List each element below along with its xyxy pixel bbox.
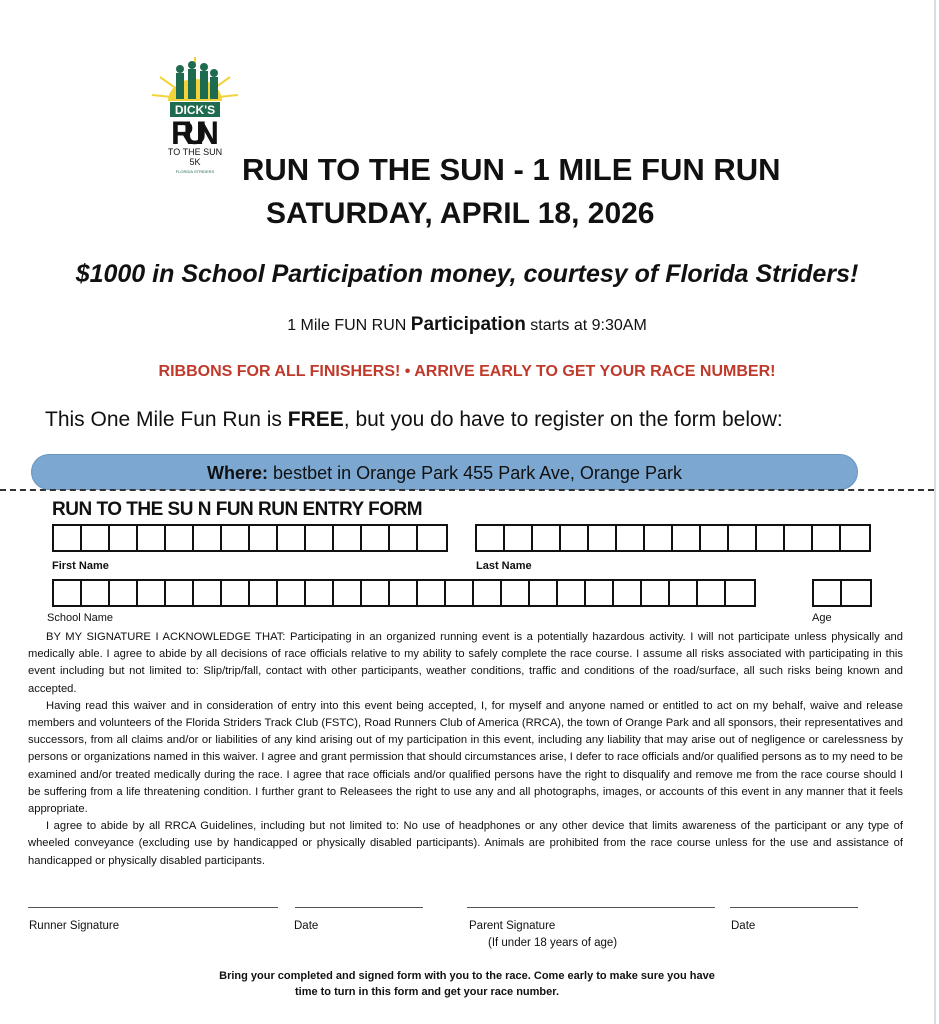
character-box[interactable] bbox=[726, 581, 754, 605]
first-name-label: First Name bbox=[52, 560, 109, 572]
parent-signature-label: Parent Signature bbox=[469, 920, 556, 932]
character-box[interactable] bbox=[362, 526, 390, 550]
school-name-label: School Name bbox=[47, 612, 114, 624]
date-label: Date bbox=[731, 920, 756, 932]
character-box[interactable] bbox=[166, 581, 194, 605]
character-box[interactable] bbox=[645, 526, 673, 550]
character-box[interactable] bbox=[477, 526, 505, 550]
character-box[interactable] bbox=[418, 526, 446, 550]
character-box[interactable] bbox=[250, 581, 278, 605]
waiver-paragraph: BY MY SIGNATURE I ACKNOWLEDGE THAT: Participating in an organized running event is a potentially hazardous activity. I will not participate unless physically and medically able. I agree to abide by all decisions of race officials relative to my ability to safely complete the race course. I assume all risks associated with participating in this event including but not limited to: Slip/trip/fall, contact with other participants, weather conditions, traffic and conditions of the road/surface, all such risks being known and accepted. bbox=[28, 631, 903, 695]
location-banner: Where: bestbet in Orange Park 455 Park Ave, Orange Park bbox=[31, 454, 858, 490]
character-box[interactable] bbox=[82, 526, 110, 550]
character-box[interactable] bbox=[82, 581, 110, 605]
svg-text:RUN: RUN bbox=[171, 115, 219, 151]
character-box[interactable] bbox=[589, 526, 617, 550]
character-box[interactable] bbox=[166, 526, 194, 550]
character-box[interactable] bbox=[614, 581, 642, 605]
character-box[interactable] bbox=[250, 526, 278, 550]
character-box[interactable] bbox=[505, 526, 533, 550]
svg-text:FLORIDA STRIDERS: FLORIDA STRIDERS bbox=[175, 169, 215, 174]
character-box[interactable] bbox=[533, 526, 561, 550]
character-box[interactable] bbox=[558, 581, 586, 605]
character-box[interactable] bbox=[842, 581, 870, 605]
date-line[interactable] bbox=[730, 907, 858, 908]
character-box[interactable] bbox=[278, 526, 306, 550]
entry-form-title: RUN TO THE SU N FUN RUN ENTRY FORM bbox=[52, 499, 423, 520]
first-name-boxes[interactable] bbox=[52, 524, 448, 552]
character-box[interactable] bbox=[757, 526, 785, 550]
character-box[interactable] bbox=[418, 581, 446, 605]
runner-signature-line[interactable] bbox=[28, 907, 278, 908]
last-name-boxes[interactable] bbox=[475, 524, 871, 552]
runner-signature-label: Runner Signature bbox=[29, 920, 120, 932]
character-box[interactable] bbox=[642, 581, 670, 605]
parent-signature-line[interactable] bbox=[467, 907, 715, 908]
school-name-boxes[interactable] bbox=[52, 579, 756, 607]
page-edge bbox=[934, 0, 936, 1024]
character-box[interactable] bbox=[502, 581, 530, 605]
parent-signature-note: (If under 18 years of age) bbox=[488, 937, 618, 949]
character-box[interactable] bbox=[222, 581, 250, 605]
character-box[interactable] bbox=[362, 581, 390, 605]
character-box[interactable] bbox=[586, 581, 614, 605]
age-label: Age bbox=[812, 612, 832, 624]
svg-text:5K: 5K bbox=[189, 157, 201, 167]
svg-text:TO THE SUN: TO THE SUN bbox=[167, 147, 223, 157]
character-box[interactable] bbox=[222, 526, 250, 550]
character-box[interactable] bbox=[530, 581, 558, 605]
bring-form-instructions bbox=[0, 968, 934, 1000]
event-date: SATURDAY, APRIL 18, 2026 bbox=[266, 197, 655, 230]
character-box[interactable] bbox=[813, 526, 841, 550]
character-box[interactable] bbox=[334, 581, 362, 605]
character-box[interactable] bbox=[698, 581, 726, 605]
date-label: Date bbox=[294, 920, 319, 932]
character-box[interactable] bbox=[110, 581, 138, 605]
event-title: RUN TO THE SUN - 1 MILE FUN RUN bbox=[242, 152, 781, 187]
character-box[interactable] bbox=[306, 526, 334, 550]
character-box[interactable] bbox=[670, 581, 698, 605]
waiver-text bbox=[28, 629, 903, 870]
waiver-paragraph: I agree to abide by all RRCA Guidelines, including but not limited to: No use of headphones or any other device that limits awareness of the participant or any type of wheeled conveyance (excluding use by handicapped or physically disabled participants). Animals are prohibited from the race course unless for the use and assistance of handicapped or physically disabled participants. bbox=[28, 820, 903, 867]
character-box[interactable] bbox=[785, 526, 813, 550]
character-box[interactable] bbox=[390, 526, 418, 550]
svg-text:DICK'S: DICK'S bbox=[174, 103, 216, 117]
character-box[interactable] bbox=[138, 581, 166, 605]
instruction-line: Bring your completed and signed form with you to the race. Come early to make sure you have bbox=[219, 970, 715, 982]
dicks-run-to-the-sun-logo bbox=[150, 55, 240, 180]
character-box[interactable] bbox=[390, 581, 418, 605]
character-box[interactable] bbox=[334, 526, 362, 550]
character-box[interactable] bbox=[474, 581, 502, 605]
character-box[interactable] bbox=[54, 581, 82, 605]
character-box[interactable] bbox=[673, 526, 701, 550]
character-box[interactable] bbox=[814, 581, 842, 605]
age-boxes[interactable] bbox=[812, 579, 872, 607]
character-box[interactable] bbox=[446, 581, 474, 605]
character-box[interactable] bbox=[561, 526, 589, 550]
character-box[interactable] bbox=[138, 526, 166, 550]
character-box[interactable] bbox=[306, 581, 334, 605]
character-box[interactable] bbox=[841, 526, 869, 550]
prize-money-text: $1000 in School Participation money, courtesy of Florida Striders! bbox=[75, 260, 859, 288]
waiver-paragraph: Having read this waiver and in consideration of entry into this event being accepted, I, for myself and anyone named or entitled to act on my behalf, waive and release members and volunteers of the Florida Striders Track Club (FSTC), Road Runners Club of America (RRCA), the town of Orange Park and all sponsors, their representatives and successors, from all claims and/or or liabilities of any kind arising out of my participation in this event, including any liability that may arise out of negligence or carelessness by persons or organizations named in this waiver. I agree and grant permission that should circumstances arise, I defer to race officials and/or qualified persons as to my need to be examined and/or treated medically during the race. I agree that race officials and/or qualified persons have the right to disqualify and remove me from the race course should I be suffering from a life threatening condition. I further grant to Releasees the right to use any and all photographs, images, or accounts of this event in any manner that it feels appropriate. bbox=[28, 699, 903, 816]
character-box[interactable] bbox=[54, 526, 82, 550]
character-box[interactable] bbox=[110, 526, 138, 550]
cut-line bbox=[0, 489, 934, 491]
last-name-label: Last Name bbox=[476, 560, 532, 572]
start-time-text: 1 Mile FUN RUN Participation starts at 9:30AM bbox=[287, 314, 647, 335]
character-box[interactable] bbox=[617, 526, 645, 550]
free-registration-text: This One Mile Fun Run is FREE, but you do have to register on the form below: bbox=[45, 408, 783, 431]
date-line[interactable] bbox=[295, 907, 423, 908]
character-box[interactable] bbox=[701, 526, 729, 550]
character-box[interactable] bbox=[278, 581, 306, 605]
ribbons-notice: RIBBONS FOR ALL FINISHERS! • ARRIVE EARLY TO GET YOUR RACE NUMBER! bbox=[158, 363, 776, 380]
character-box[interactable] bbox=[194, 581, 222, 605]
character-box[interactable] bbox=[729, 526, 757, 550]
character-box[interactable] bbox=[194, 526, 222, 550]
instruction-line: time to turn in this form and get your race number. bbox=[294, 986, 560, 998]
